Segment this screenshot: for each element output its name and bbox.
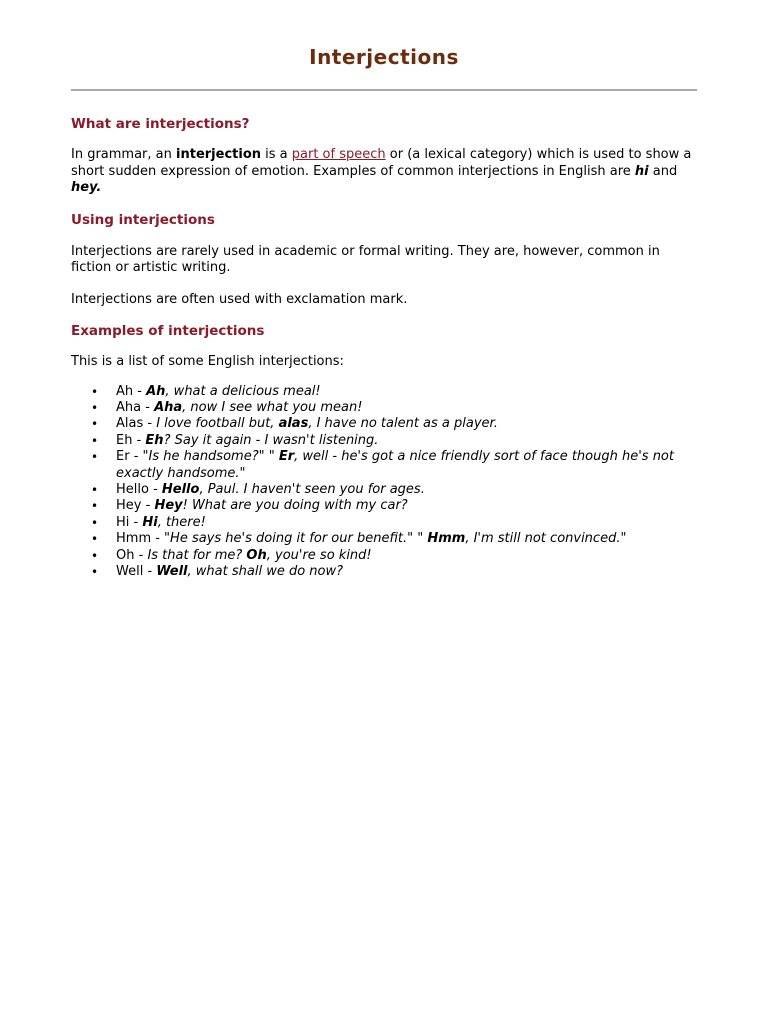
page-title: Interjections xyxy=(309,45,459,69)
part-of-speech-link[interactable]: part of speech xyxy=(291,147,386,162)
list-item: • Oh - Is that for me? Oh, you're so kind! xyxy=(116,548,697,564)
text-run: or (a lexical category) which is used to show a short sudden expression of emotion. Examples of common interjections in English are xyxy=(71,147,692,179)
list-item: • Well - Well, what shall we do now? xyxy=(116,564,697,580)
exclamation-paragraph: Interjections are often used with exclamation mark. xyxy=(71,291,408,307)
heading-using-interjections: Using interjections xyxy=(71,211,215,228)
text-run: and xyxy=(648,163,678,179)
text-run: is a xyxy=(261,147,292,162)
example-hey: hey. xyxy=(71,180,102,195)
definition-paragraph xyxy=(71,147,697,197)
list-item: • Aha - Aha, now I see what you mean! xyxy=(116,400,697,416)
list-item: • Hmm - "He says he's doing it for our benefit." " Hmm, I'm still not convinced." xyxy=(116,531,697,547)
list-item: • Alas - I love football but, alas, I have no talent as a player. xyxy=(116,416,697,432)
horizontal-divider xyxy=(71,89,697,91)
list-item: • Hi - Hi, there! xyxy=(116,515,697,531)
text-run: In grammar, an xyxy=(71,147,177,162)
list-item: • Hello - Hello, Paul. I haven't seen you for ages. xyxy=(116,482,697,498)
document-body xyxy=(71,115,697,580)
usage-paragraph: Interjections are rarely used in academic or formal writing. They are, however, common in fiction or artistic writing. xyxy=(71,243,660,275)
examples-list xyxy=(71,384,697,581)
examples-intro: This is a list of some English interjections: xyxy=(71,354,344,369)
list-item: • Hey - Hey! What are you doing with my car? xyxy=(116,498,697,514)
list-item: • Ah - Ah, what a delicious meal! xyxy=(116,384,697,400)
heading-examples-of-interjections: Examples of interjections xyxy=(71,323,265,339)
list-item: • Er - "Is he handsome?" " Er, well - he's got a nice friendly sort of face though he's not exactly handsome." xyxy=(116,449,697,482)
term-interjection: interjection xyxy=(176,147,262,162)
list-item: • Eh - Eh? Say it again - I wasn't listening. xyxy=(116,433,697,449)
example-hi: hi xyxy=(634,163,649,179)
heading-what-are-interjections: What are interjections? xyxy=(71,116,250,132)
